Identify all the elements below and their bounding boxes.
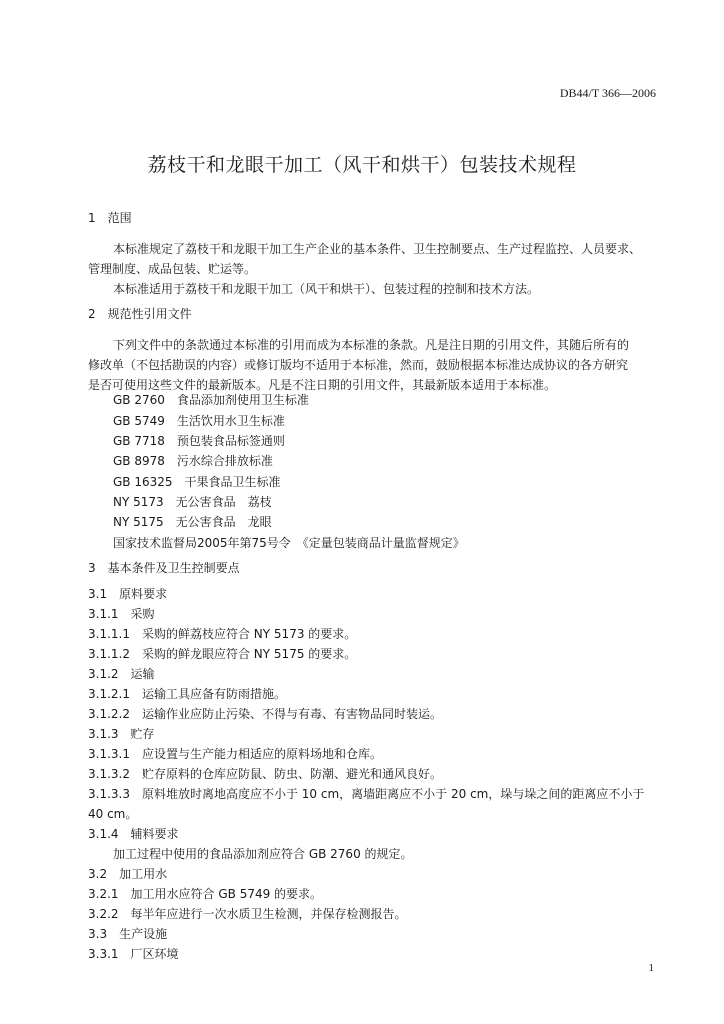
reference-item: NY 5175 无公害食品 龙眼 bbox=[113, 515, 272, 529]
reference-item: GB 2760 食品添加剂使用卫生标准 bbox=[113, 393, 309, 407]
scope-paragraph-line: 管理制度、成品包装、贮运等。 bbox=[88, 262, 257, 276]
clause-line: 3.1 原料要求 bbox=[88, 587, 168, 601]
reference-item: GB 7718 预包装食品标签通则 bbox=[113, 434, 285, 448]
clause-line: 3.1.1.2 采购的鲜龙眼应符合 NY 5175 的要求。 bbox=[88, 647, 357, 661]
references-paragraph-line: 是否可使用这些文件的最新版本。凡是不注日期的引用文件，其最新版本适用于本标准。 bbox=[88, 378, 557, 392]
clause-line: 3.1.3.1 应设置与生产能力相适应的原料场地和仓库。 bbox=[88, 747, 382, 761]
clause-line: 40 cm。 bbox=[88, 807, 138, 821]
clause-line: 加工过程中使用的食品添加剂应符合 GB 2760 的规定。 bbox=[113, 847, 413, 861]
clause-line: 3.1.4 辅料要求 bbox=[88, 827, 179, 841]
clause-line: 3.3 生产设施 bbox=[88, 927, 168, 941]
section-heading-basic-conditions: 3 基本条件及卫生控制要点 bbox=[88, 561, 240, 575]
page-number: 1 bbox=[648, 962, 654, 974]
clause-line: 3.2 加工用水 bbox=[88, 867, 168, 881]
reference-item: NY 5173 无公害食品 荔枝 bbox=[113, 495, 272, 509]
reference-item: GB 16325 干果食品卫生标准 bbox=[113, 475, 281, 489]
reference-item: 国家技术监督局2005年第75号令 《定量包装商品计量监督规定》 bbox=[113, 536, 465, 550]
clause-line: 3.2.2 每半年应进行一次水质卫生检测，并保存检测报告。 bbox=[88, 907, 407, 921]
scope-paragraph-line: 本标准适用于荔枝干和龙眼干加工（风干和烘干）、包装过程的控制和技术方法。 bbox=[113, 282, 540, 296]
clause-line: 3.3.1 厂区环境 bbox=[88, 947, 179, 961]
scope-paragraph-line: 本标准规定了荔枝干和龙眼干加工生产企业的基本条件、卫生控制要点、生产过程监控、人员要求、 bbox=[113, 242, 642, 256]
reference-item: GB 5749 生活饮用水卫生标准 bbox=[113, 414, 285, 428]
references-paragraph-line: 下列文件中的条款通过本标准的引用而成为本标准的条款。凡是注日期的引用文件，其随后所有的 bbox=[113, 338, 630, 352]
reference-item: GB 8978 污水综合排放标准 bbox=[113, 454, 273, 468]
standard-code: DB44/T 366—2006 bbox=[559, 86, 656, 100]
clause-line: 3.1.3.3 原料堆放时离地高度应不小于 10 cm，离墙距离应不小于 20 cm，垛与垛之间的距离应不小于 bbox=[88, 787, 645, 801]
clause-line: 3.1.2.1 运输工具应备有防雨措施。 bbox=[88, 687, 286, 701]
clause-line: 3.1.3.2 贮存原料的仓库应防鼠、防虫、防潮、避光和通风良好。 bbox=[88, 767, 442, 781]
section-heading-scope: 1 范围 bbox=[88, 211, 132, 225]
clause-line: 3.2.1 加工用水应符合 GB 5749 的要求。 bbox=[88, 887, 323, 901]
clause-line: 3.1.2 运输 bbox=[88, 667, 155, 681]
document-title: 荔枝干和龙眼干加工（风干和烘干）包装技术规程 bbox=[147, 154, 577, 176]
clause-line: 3.1.3 贮存 bbox=[88, 727, 155, 741]
clause-line: 3.1.1 采购 bbox=[88, 607, 155, 621]
section-heading-normative-references: 2 规范性引用文件 bbox=[88, 307, 192, 321]
references-paragraph-line: 修改单（不包括勘误的内容）或修订版均不适用于本标准，然而，鼓励根据本标准达成协议的各方研究 bbox=[88, 358, 629, 372]
clause-line: 3.1.2.2 运输作业应防止污染、不得与有毒、有害物品同时装运。 bbox=[88, 707, 442, 721]
clause-line: 3.1.1.1 采购的鲜荔枝应符合 NY 5173 的要求。 bbox=[88, 627, 357, 641]
